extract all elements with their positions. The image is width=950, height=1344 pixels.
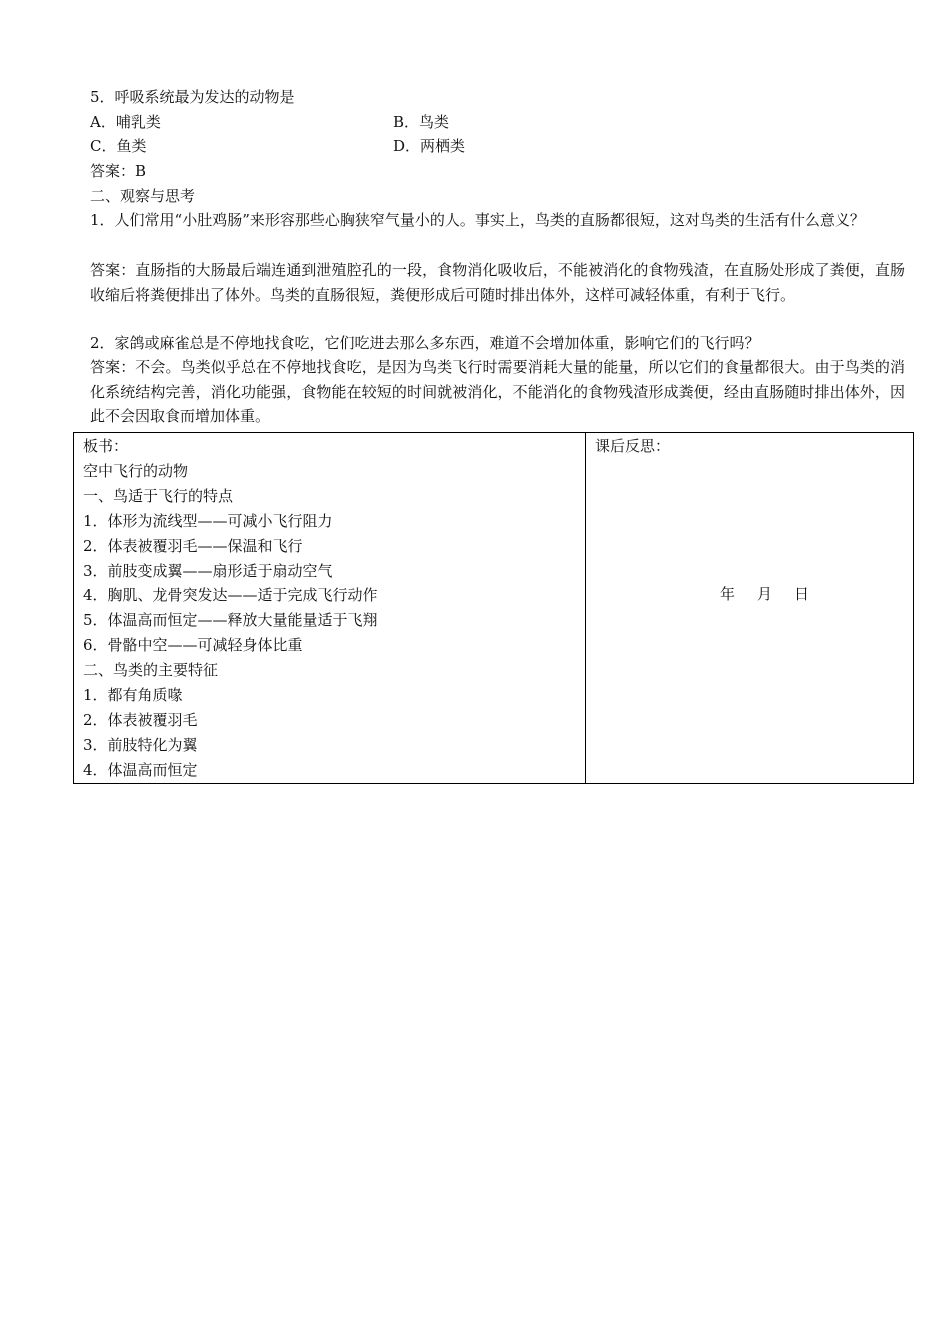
option-c: C．鱼类 [90,137,147,155]
section-heading: 二、观察与思考 [90,187,196,205]
reflection-cell [586,433,914,784]
board-line: 二、鸟类的主要特征 [83,661,219,680]
option-b: B．鸟类 [393,113,450,131]
date-day: 日 [794,585,810,603]
reflection-title: 课后反思： [595,437,671,455]
answer-5: 答案：B [90,162,147,180]
board-line: 4．体温高而恒定 [83,760,198,779]
date-year: 年 [720,585,736,603]
board-line: 3．前肢变成翼——扇形适于扇动空气 [83,561,333,580]
board-line: 3．前肢特化为翼 [83,735,198,754]
board-line: 一、鸟适于飞行的特点 [83,486,234,505]
board-line: 板书： [83,437,129,455]
question-5-stem: 5．呼吸系统最为发达的动物是 [90,88,295,106]
option-a: A．哺乳类 [90,113,161,131]
notes-table [73,432,914,784]
board-line: 2．体表被覆羽毛——保温和飞行 [83,536,303,555]
board-line: 1．都有角质喙 [83,686,183,705]
board-line: 空中飞行的动物 [83,461,189,480]
question-1: 1．人们常用“小肚鸡肠”来形容那些心胸狭窄气量小的人。事实上，鸟类的直肠都很短，这对鸟类的生活有什么意义？ [90,211,865,229]
question-2: 2．家鸽或麻雀总是不停地找食吃，它们吃进去那么多东西，难道不会增加体重，影响它们的飞行吗？ [90,334,760,352]
board-line: 5．体温高而恒定——释放大量能量适于飞翔 [83,611,378,630]
answer-1: 答案：直肠指的大肠最后端连通到泄殖腔孔的一段，食物消化吸收后，不能被消化的食物残渣，在直肠处形成了粪便，直肠收缩后将粪便排出了体外。鸟类的直肠很短，粪便形成后可随时排出体外，这样可减轻体重，有利于飞行。 [90,261,905,304]
board-line: 2．体表被覆羽毛 [83,710,198,729]
answer-2: 答案：不会。鸟类似乎总在不停地找食吃，是因为鸟类飞行时需要消耗大量的能量，所以它们的食量都很大。由于鸟类的消化系统结构完善，消化功能强，食物能在较短的时间就被消化，不能消化的食物残渣形成粪便，经由直肠随时排出体外，因此不会因取食而增加体重。 [90,358,905,425]
board-line: 6．骨骼中空——可减轻身体比重 [83,636,303,655]
board-line: 4．胸肌、龙骨突发达——适于完成飞行动作 [83,586,378,605]
date-month: 月 [757,585,773,603]
date-line [720,584,809,604]
board-cell [74,433,586,784]
option-d: D．两栖类 [393,137,466,155]
board-line: 1．体形为流线型——可减小飞行阻力 [83,511,333,530]
